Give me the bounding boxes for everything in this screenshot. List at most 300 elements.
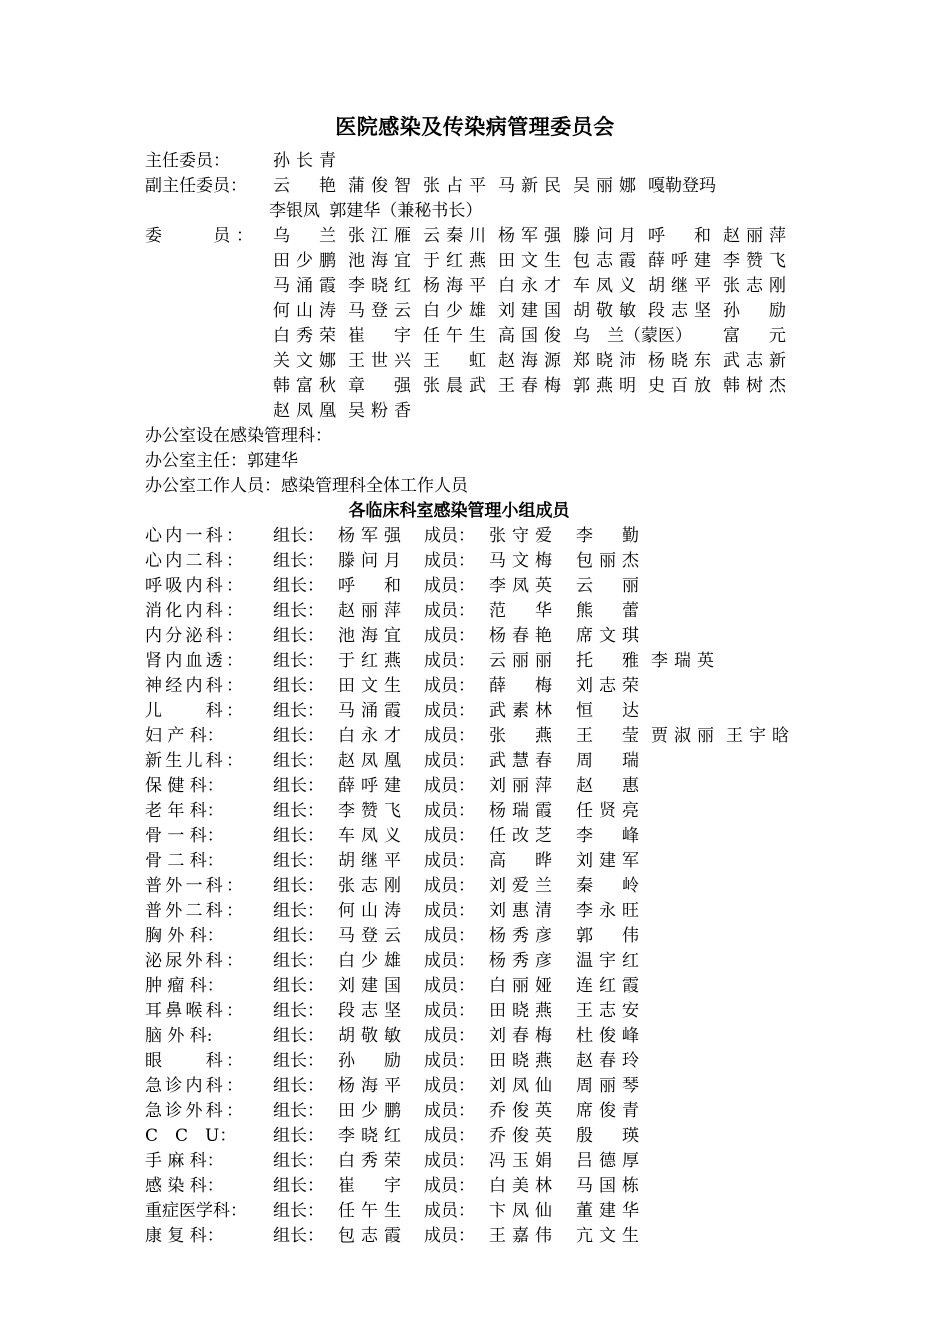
members-row [145, 249, 805, 274]
group-row [145, 649, 805, 674]
member-name: 李晓红 [348, 276, 411, 296]
leader-name: 马涌霞 [338, 701, 401, 721]
member-name: 呼 和 [648, 226, 711, 246]
leader-label: 组长： [273, 1151, 324, 1171]
group-member-name: 张守爱 [489, 526, 552, 546]
leader-label: 组长： [273, 751, 324, 771]
member-name: 杨海平 [423, 276, 486, 296]
group-row [145, 1024, 805, 1049]
group-row [145, 1074, 805, 1099]
member-name: 章 强 [348, 376, 411, 396]
dept-name: 普外一科： [145, 876, 243, 896]
vice-name: 张占平 [423, 176, 486, 196]
dept-name: 保 健 科： [145, 776, 224, 796]
groups-title-row [145, 499, 805, 524]
group-row [145, 1099, 805, 1124]
member-name: 薛呼建 [648, 251, 711, 271]
members-names [273, 249, 798, 274]
leader-name: 杨海平 [338, 1076, 401, 1096]
dept-name: 急诊内科： [145, 1076, 243, 1096]
member-label: 成员： [424, 901, 475, 921]
member-name: 白秀荣 [273, 326, 336, 346]
dept-name: 新生儿科： [145, 751, 243, 771]
group-member-name: 任改芝 [489, 826, 552, 846]
leader-name: 李晓红 [338, 1126, 401, 1146]
group-member-name: 李凤英 [489, 576, 552, 596]
group-member-name: 董建华 [576, 1201, 639, 1221]
member-name: 武志新 [723, 351, 786, 371]
leader-label: 组长： [273, 801, 324, 821]
members-row [145, 274, 805, 299]
leader-name: 包志霞 [338, 1226, 401, 1246]
group-member-name: 温宇红 [576, 951, 639, 971]
group-member-name: 王宇晗 [726, 726, 789, 746]
group-member-name: 乔俊英 [489, 1126, 552, 1146]
member-name: 韩树杰 [723, 376, 786, 396]
vice-names-2 [269, 199, 789, 224]
members-row [145, 299, 805, 324]
leader-name: 胡继平 [338, 851, 401, 871]
members-row [145, 224, 805, 249]
group-member-name: 席俊青 [576, 1101, 639, 1121]
group-member-name: 李瑞英 [651, 651, 714, 671]
member-label: 成员： [424, 801, 475, 821]
group-member-name: 白丽娅 [489, 976, 552, 996]
group-row [145, 549, 805, 574]
office-director-label: 办公室主任： [145, 451, 247, 471]
dept-name: 内分泌科： [145, 626, 243, 646]
member-name: 白少雄 [423, 301, 486, 321]
leader-name: 呼 和 [338, 576, 401, 596]
dept-name: 老 年 科： [145, 801, 224, 821]
members-names [273, 224, 798, 249]
members-names [273, 324, 798, 349]
chair-label: 主任委员： [145, 151, 230, 171]
member-name: 杨军强 [498, 226, 561, 246]
member-label: 成员： [424, 1126, 475, 1146]
leader-name: 马登云 [338, 926, 401, 946]
member-name: 乌 兰 [273, 226, 336, 246]
dept-name: 感 染 科： [145, 1176, 224, 1196]
members-names [273, 274, 798, 299]
group-row [145, 974, 805, 999]
document-body [145, 149, 805, 1249]
group-row [145, 1199, 805, 1224]
vice-row-2 [145, 199, 805, 224]
member-name: 任午生 [423, 326, 486, 346]
members-list [145, 224, 805, 424]
member-label: 成员： [424, 1151, 475, 1171]
leader-name: 田文生 [338, 676, 401, 696]
dept-name: 重症医学科： [145, 1201, 247, 1221]
leader-name: 崔 宇 [338, 1176, 401, 1196]
group-member-name: 刘凤仙 [489, 1076, 552, 1096]
group-member-name: 任贤亮 [576, 801, 639, 821]
member-name: 吴粉香 [348, 401, 411, 421]
leader-label: 组长： [273, 776, 324, 796]
group-row [145, 924, 805, 949]
office-location-text: 办公室设在感染管理科： [145, 426, 332, 446]
dept-name: 妇 产 科： [145, 726, 224, 746]
dept-name: 耳鼻喉科： [145, 1001, 243, 1021]
office-staff-label: 办公室工作人员： [145, 476, 281, 496]
member-label: 成员： [424, 1101, 475, 1121]
group-row [145, 1174, 805, 1199]
group-member-name: 刘建军 [576, 851, 639, 871]
members-label: 委 员： [145, 226, 253, 246]
group-member-name: 田晓燕 [489, 1051, 552, 1071]
members-names [273, 374, 798, 399]
group-member-name: 贾淑丽 [651, 726, 714, 746]
member-label: 成员： [424, 1226, 475, 1246]
member-name: 车凤义 [573, 276, 636, 296]
vice-name: 李银凤 [269, 201, 320, 221]
dept-name: 肿 瘤 科： [145, 976, 224, 996]
member-name: 胡继平 [648, 276, 711, 296]
dept-name: 骨 一 科： [145, 826, 224, 846]
group-member-name: 席文琪 [576, 626, 639, 646]
leader-label: 组长： [273, 676, 324, 696]
leader-name: 白秀荣 [338, 1151, 401, 1171]
member-label: 成员： [424, 776, 475, 796]
group-row [145, 949, 805, 974]
member-name: 马涌霞 [273, 276, 336, 296]
group-member-name: 卞凤仙 [489, 1201, 552, 1221]
office-location [145, 424, 805, 449]
members-row [145, 349, 805, 374]
group-row [145, 899, 805, 924]
office-staff-row [145, 474, 805, 499]
leader-name: 田少鹏 [338, 1101, 401, 1121]
leader-name: 孙 励 [338, 1051, 401, 1071]
member-name: 白永才 [498, 276, 561, 296]
dept-name: 骨 二 科： [145, 851, 224, 871]
member-name: 何山涛 [273, 301, 336, 321]
leader-name: 白永才 [338, 726, 401, 746]
leader-label: 组长： [273, 1026, 324, 1046]
group-row [145, 724, 805, 749]
dept-name: 普外二科： [145, 901, 243, 921]
office-staff-text [145, 474, 468, 499]
member-name: 田文生 [498, 251, 561, 271]
group-member-name: 赵 惠 [576, 776, 639, 796]
member-name: 云秦川 [423, 226, 486, 246]
vice-name: 嘎勒登玛 [648, 176, 716, 196]
member-name: 乌 兰（蒙医） [573, 326, 692, 346]
group-row [145, 624, 805, 649]
vice-name-secretary: 郭建华（兼秘书长） [329, 201, 483, 221]
leader-label: 组长： [273, 876, 324, 896]
leader-label: 组长： [273, 551, 324, 571]
member-label: 成员： [424, 751, 475, 771]
member-name: 张江雁 [348, 226, 411, 246]
group-member-name: 周丽琴 [576, 1076, 639, 1096]
group-row [145, 674, 805, 699]
group-member-name: 亢文生 [576, 1226, 639, 1246]
group-member-name: 殷 瑛 [576, 1126, 639, 1146]
group-row [145, 749, 805, 774]
dept-name: 儿 科： [145, 701, 243, 721]
group-row [145, 774, 805, 799]
member-name: 于红燕 [423, 251, 486, 271]
group-member-name: 杨瑞霞 [489, 801, 552, 821]
leader-label: 组长： [273, 651, 324, 671]
vice-row-1 [145, 174, 805, 199]
group-row [145, 524, 805, 549]
member-label: 成员： [424, 851, 475, 871]
leader-name: 张志刚 [338, 876, 401, 896]
group-member-name: 郭 伟 [576, 926, 639, 946]
group-member-name: 乔俊英 [489, 1101, 552, 1121]
dept-name: 脑 外 科: [145, 1026, 213, 1046]
leader-label: 组长： [273, 1176, 324, 1196]
leader-label: 组长： [273, 526, 324, 546]
leader-label: 组长： [273, 726, 324, 746]
member-name: 孙 励 [723, 301, 786, 321]
chair-name: 孙长青 [273, 151, 336, 171]
leader-name: 薛呼建 [338, 776, 401, 796]
office-director-name: 郭建华 [247, 451, 298, 471]
member-name: 杨晓东 [648, 351, 711, 371]
group-member-name: 马国栋 [576, 1176, 639, 1196]
group-row [145, 824, 805, 849]
group-row [145, 999, 805, 1024]
group-member-name: 武素林 [489, 701, 552, 721]
leader-label: 组长： [273, 626, 324, 646]
group-member-name: 恒 达 [576, 701, 639, 721]
member-label: 成员： [424, 626, 475, 646]
member-name: 段志坚 [648, 301, 711, 321]
group-member-name: 武慧春 [489, 751, 552, 771]
leader-name: 刘建国 [338, 976, 401, 996]
members-names [273, 399, 798, 424]
document-title: 医院感染及传染病管理委员会 [335, 114, 615, 139]
member-label: 成员： [424, 1026, 475, 1046]
leader-name: 李赞飞 [338, 801, 401, 821]
dept-name: 肾内血透： [145, 651, 243, 671]
members-row [145, 374, 805, 399]
leader-name: 赵凤凰 [338, 751, 401, 771]
member-name: 马登云 [348, 301, 411, 321]
group-member-name: 冯玉娟 [489, 1151, 552, 1171]
leader-label: 组长： [273, 851, 324, 871]
group-member-name: 刘惠清 [489, 901, 552, 921]
group-member-name: 云 丽 [576, 576, 639, 596]
member-label: 成员： [424, 601, 475, 621]
group-member-name: 范 华 [489, 601, 552, 621]
vice-name: 马新民 [498, 176, 561, 196]
member-name: 池海宜 [348, 251, 411, 271]
member-name: 王春梅 [498, 376, 561, 396]
leader-name: 于红燕 [338, 651, 401, 671]
dept-name: 消化内科： [145, 601, 243, 621]
group-member-name: 秦 岭 [576, 876, 639, 896]
group-row [145, 849, 805, 874]
group-member-name: 托 雅 [576, 651, 639, 671]
chair-row [145, 149, 805, 174]
leader-label: 组长： [273, 601, 324, 621]
member-label: 成员： [424, 576, 475, 596]
group-member-name: 杨秀彦 [489, 926, 552, 946]
member-label: 成员： [424, 701, 475, 721]
member-name: 高国俊 [498, 326, 561, 346]
member-label: 成员： [424, 1201, 475, 1221]
leader-label: 组长： [273, 1201, 324, 1221]
member-label: 成员： [424, 951, 475, 971]
group-member-name: 张 燕 [489, 726, 552, 746]
member-name: 赵海源 [498, 351, 561, 371]
member-name: 王 虹 [423, 351, 486, 371]
leader-label: 组长： [273, 701, 324, 721]
group-row [145, 1124, 805, 1149]
leader-name: 何山涛 [338, 901, 401, 921]
member-name: 王世兴 [348, 351, 411, 371]
dept-name: C C U： [145, 1126, 237, 1146]
member-label: 成员： [424, 1176, 475, 1196]
dept-name: 眼 科： [145, 1051, 243, 1071]
member-name: 赵凤凰 [273, 401, 336, 421]
leader-name: 滕问月 [338, 551, 401, 571]
group-member-name: 刘爱兰 [489, 876, 552, 896]
group-member-name: 云丽丽 [489, 651, 552, 671]
member-name: 包志霞 [573, 251, 636, 271]
member-label: 成员： [424, 926, 475, 946]
dept-name: 泌尿外科： [145, 951, 243, 971]
group-member-name: 王 莹 [576, 726, 639, 746]
dept-name: 胸 外 科： [145, 926, 224, 946]
group-member-name: 包丽杰 [576, 551, 639, 571]
member-name: 关文娜 [273, 351, 336, 371]
member-label: 成员： [424, 976, 475, 996]
member-name: 史百放 [648, 376, 711, 396]
group-member-name: 薛 梅 [489, 676, 552, 696]
vice-name: 蒲俊智 [348, 176, 411, 196]
vice-name: 云 艳 [273, 176, 336, 196]
member-name: 李赞飞 [723, 251, 786, 271]
member-name: 田少鹏 [273, 251, 336, 271]
member-label: 成员： [424, 1076, 475, 1096]
group-row [145, 599, 805, 624]
dept-name: 手 麻 科： [145, 1151, 224, 1171]
group-row [145, 874, 805, 899]
member-label: 成员： [424, 876, 475, 896]
group-member-name: 周 瑞 [576, 751, 639, 771]
group-member-name: 杜俊峰 [576, 1026, 639, 1046]
group-member-name: 刘春梅 [489, 1026, 552, 1046]
office-staff-value: 感染管理科全体工作人员 [281, 476, 468, 496]
dept-name: 急诊外科： [145, 1101, 243, 1121]
dept-name: 康 复 科： [145, 1226, 224, 1246]
leader-name: 赵丽萍 [338, 601, 401, 621]
group-member-name: 熊 蕾 [576, 601, 639, 621]
groups-table [145, 524, 805, 1249]
leader-label: 组长： [273, 576, 324, 596]
vice-name: 吴丽娜 [573, 176, 636, 196]
office-director-row [145, 449, 805, 474]
member-label: 成员： [424, 1001, 475, 1021]
leader-label: 组长： [273, 976, 324, 996]
group-member-name: 李 勤 [576, 526, 639, 546]
leader-label: 组长： [273, 1076, 324, 1096]
group-member-name: 白美林 [489, 1176, 552, 1196]
leader-label: 组长： [273, 951, 324, 971]
leader-label: 组长： [273, 901, 324, 921]
member-name: 赵丽萍 [723, 226, 786, 246]
member-name: 刘建国 [498, 301, 561, 321]
member-name: 张晨武 [423, 376, 486, 396]
leader-name: 胡敬敏 [338, 1026, 401, 1046]
group-row [145, 1049, 805, 1074]
dept-name: 呼吸内科： [145, 576, 243, 596]
member-label: 成员： [424, 1051, 475, 1071]
dept-name: 心内一科： [145, 526, 243, 546]
vice-names [273, 174, 798, 199]
leader-name: 白少雄 [338, 951, 401, 971]
leader-label: 组长： [273, 1001, 324, 1021]
groups-title: 各临床科室感染管理小组成员 [348, 501, 570, 521]
group-row [145, 799, 805, 824]
group-row [145, 699, 805, 724]
member-name: 郭燕明 [573, 376, 636, 396]
leader-name: 池海宜 [338, 626, 401, 646]
leader-label: 组长： [273, 826, 324, 846]
group-row [145, 1149, 805, 1174]
member-name: 胡敬敏 [573, 301, 636, 321]
leader-name: 段志坚 [338, 1001, 401, 1021]
leader-label: 组长： [273, 1051, 324, 1071]
group-member-name: 高 晔 [489, 851, 552, 871]
leader-label: 组长： [273, 1126, 324, 1146]
group-member-name: 杨春艳 [489, 626, 552, 646]
leader-name: 任午生 [338, 1201, 401, 1221]
member-name: 滕问月 [573, 226, 636, 246]
member-name: 富 元 [723, 326, 786, 346]
group-member-name: 刘志荣 [576, 676, 639, 696]
group-member-name: 李永旺 [576, 901, 639, 921]
leader-label: 组长： [273, 926, 324, 946]
dept-name: 神经内科： [145, 676, 243, 696]
leader-name: 杨军强 [338, 526, 401, 546]
group-member-name: 杨秀彦 [489, 951, 552, 971]
office-director-text [145, 449, 298, 474]
vice-label: 副主任委员： [145, 176, 247, 196]
leader-label: 组长： [273, 1101, 324, 1121]
group-member-name: 连红霞 [576, 976, 639, 996]
chair-names [273, 149, 798, 174]
group-member-name: 田晓燕 [489, 1001, 552, 1021]
group-member-name: 李 峰 [576, 826, 639, 846]
group-member-name: 王嘉伟 [489, 1226, 552, 1246]
group-member-name: 吕德厚 [576, 1151, 639, 1171]
group-row [145, 1224, 805, 1249]
members-names [273, 349, 798, 374]
members-names [273, 299, 798, 324]
group-row [145, 574, 805, 599]
leader-name: 车凤义 [338, 826, 401, 846]
member-label: 成员： [424, 676, 475, 696]
member-label: 成员： [424, 651, 475, 671]
group-member-name: 赵春玲 [576, 1051, 639, 1071]
member-name: 崔 宇 [348, 326, 411, 346]
dept-name: 心内二科： [145, 551, 243, 571]
member-label: 成员： [424, 551, 475, 571]
member-label: 成员： [424, 726, 475, 746]
group-member-name: 王志安 [576, 1001, 639, 1021]
member-label: 成员： [424, 526, 475, 546]
leader-label: 组长： [273, 1226, 324, 1246]
member-label: 成员： [424, 826, 475, 846]
members-row [145, 324, 805, 349]
